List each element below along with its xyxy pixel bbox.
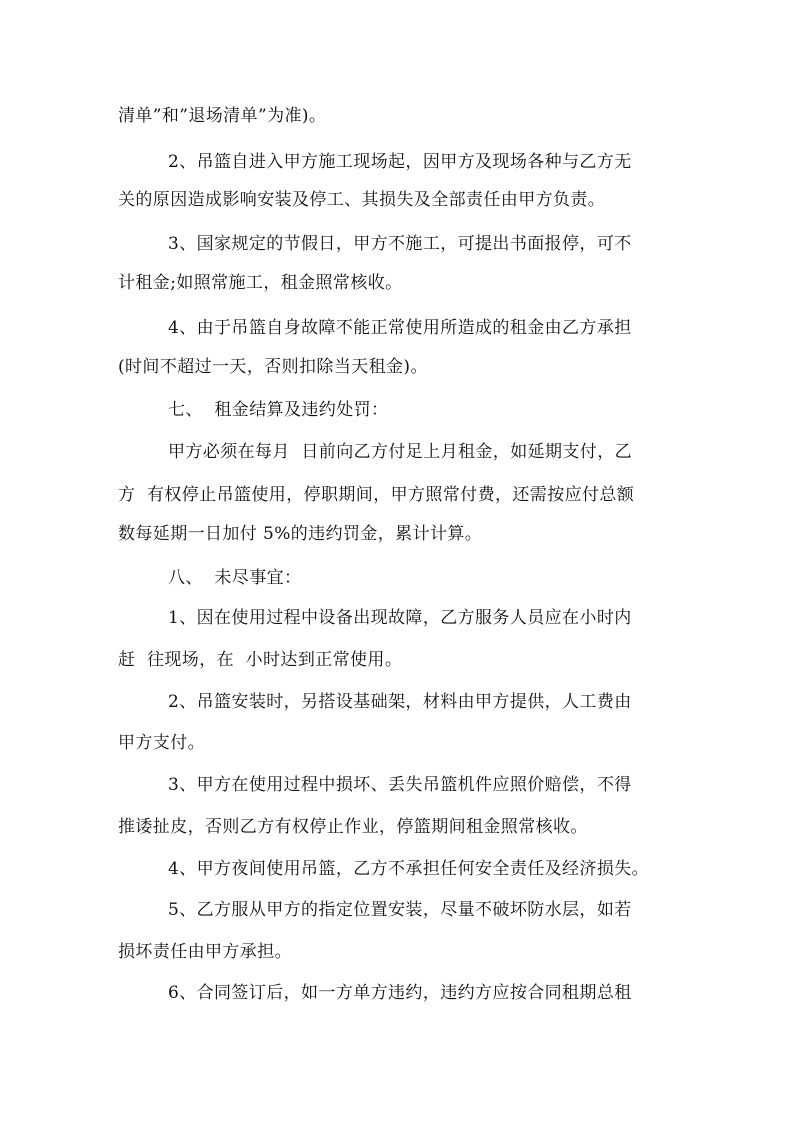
text-line-16: 甲方支付。 [118,733,205,753]
text-line-6: 4、由于吊篮自身故障不能正常使用所造成的租金由乙方承担 [168,318,632,338]
text-line-15: 2、吊篮安装时，另搭设基础架，材料由甲方提供，人工费由 [168,692,632,712]
text-line-18: 推诿扯皮，否则乙方有权停止作业，停篮期间租金照常核收。 [118,817,588,837]
section-heading-7: 七、 租金结算及违约处罚： [168,400,389,420]
text-line-7: (时间不超过一天，否则扣除当天租金)。 [118,357,428,377]
text-line-14: 赶 往现场，在 小时达到正常使用。 [118,650,403,670]
text-line-21: 损坏责任由甲方承担。 [118,942,292,962]
text-line-11: 数每延期一日加付 5%的违约罚金，累计计算。 [118,524,483,544]
text-line-9: 甲方必须在每月 日前向乙方付足上月租金，如延期支付，乙 [168,442,633,462]
text-line-13: 1、因在使用过程中设备出现故障，乙方服务人员应在小时内 [168,608,632,628]
text-line-17: 3、甲方在使用过程中损坏、丢失吊篮机件应照价赔偿，不得 [168,775,632,795]
section-heading-8: 八、 未尽事宜： [168,568,302,588]
text-line-10: 方 有权停止吊篮使用，停职期间，甲方照常付费，还需按应付总额 [118,485,635,505]
text-line-20: 5、乙方服从甲方的指定位置安装，尽量不破坏防水层，如若 [168,900,632,920]
text-line-2: 2、吊篮自进入甲方施工现场起，因甲方及现场各种与乙方无 [168,152,632,172]
text-line-5: 计租金;如照常施工，租金照常核收。 [118,273,403,293]
text-line-19: 4、甲方夜间使用吊篮，乙方不承担任何安全责任及经济损失。 [168,859,650,879]
text-line-4: 3、国家规定的节假日，甲方不施工，可提出书面报停，可不 [168,234,632,254]
text-line-3: 关的原因造成影响安装及停工、其损失及全部责任由甲方负责。 [118,190,606,210]
text-line-1: 清单”和”退场清单”为准)。 [118,106,327,126]
text-line-22: 6、合同签订后，如一方单方违约，违约方应按合同租期总租 [168,983,632,1003]
